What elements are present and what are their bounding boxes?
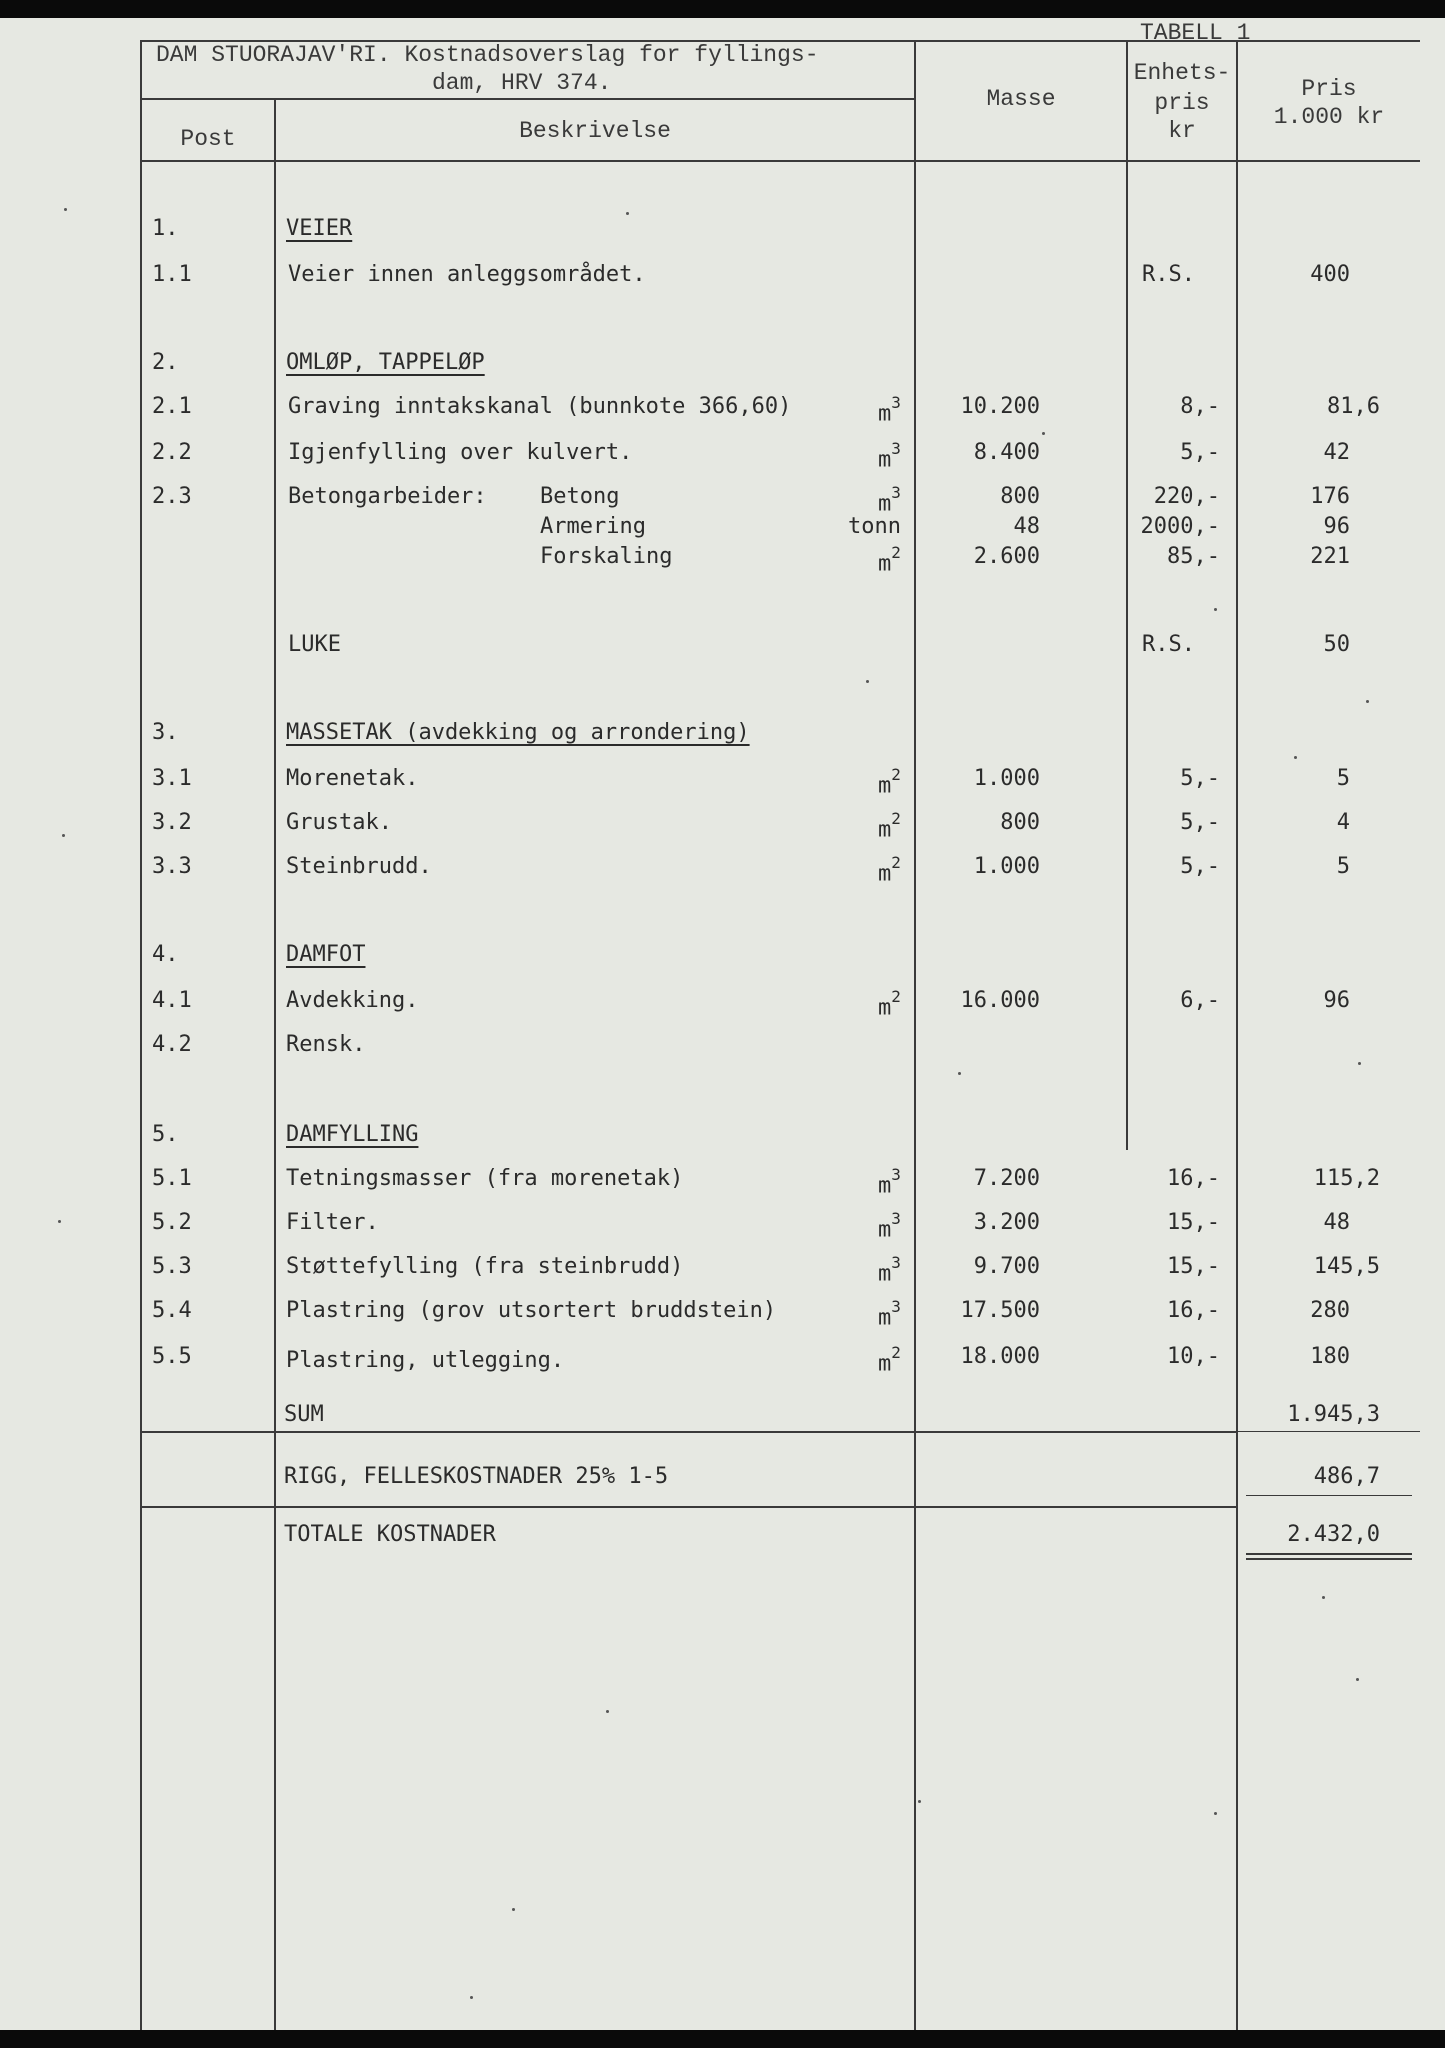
unit-price: 5,- [1180,766,1220,791]
description: Rensk. [286,1032,366,1057]
unit-price: 15,- [1167,1210,1220,1235]
unit-price: 6,- [1180,988,1220,1013]
masse: 800 [1000,810,1040,835]
description: Grustak. [286,810,392,835]
unit: $m^2$ [878,853,901,887]
description: Tetningsmasser (fra morenetak) [286,1166,684,1191]
col-header-post: Post [180,126,236,152]
total-label: TOTALE KOSTNADER [284,1522,496,1547]
price: 50 [1323,632,1350,657]
unit: $m^3$ [878,1209,901,1243]
description: Veier innen anleggsområdet. [288,262,646,287]
document-title: DAM STUORAJAV'RI. Kostnadsoverslag for fyllings- [156,42,819,68]
post: 3.1 [152,766,192,791]
table-label: TABELL 1 [1140,20,1251,46]
post: 1.1 [152,262,192,287]
price: 4 [1336,810,1350,835]
col-header-masse: Masse [986,86,1056,112]
unit-price: 8,- [1180,394,1220,419]
price: 96 [1323,514,1350,539]
scan-bottom-border [0,2030,1445,2048]
sub-description: Armering [540,514,646,539]
post: 4. [152,942,179,967]
sub-description: Betong [540,484,620,509]
unit-price: 2000,- [1140,514,1220,539]
masse: 9.700 [973,1254,1040,1279]
unit-price: 5,- [1180,810,1220,835]
price: 5 [1336,766,1350,791]
post: 3.2 [152,810,192,835]
post: 5.3 [152,1254,192,1279]
price: 81,6 [1327,394,1380,419]
masse: 1.000 [973,854,1040,879]
description: Støttefylling (fra steinbrudd) [286,1254,684,1279]
post: 5. [152,1122,179,1147]
unit-price: R.S. [1142,632,1195,657]
post: 5.5 [152,1344,192,1369]
masse: 10.200 [960,394,1040,419]
price: 176 [1310,484,1350,509]
unit: $m^3$ [878,1253,901,1287]
post: 1. [152,216,179,241]
price: 5 [1336,854,1350,879]
description: Avdekking. [286,988,419,1013]
document-subtitle: dam, HRV 374. [432,70,612,96]
section-heading: VEIER [286,216,353,241]
sum-value: 1.945,3 [1287,1402,1380,1427]
unit-price: R.S. [1142,262,1195,287]
masse: 8.400 [973,440,1040,465]
sub-description: Forskaling [540,544,673,569]
post: 5.2 [152,1210,192,1235]
unit: tonn [848,514,901,539]
post: 2.3 [152,484,192,509]
description: LUKE [288,632,341,657]
masse: 800 [1000,484,1040,509]
section-heading: DAMFYLLING [286,1122,419,1147]
description: Plastring, utlegging. [286,1348,565,1373]
section-heading: MASSETAK (avdekking og arrondering) [286,720,750,745]
post: 5.1 [152,1166,192,1191]
post: 3.3 [152,854,192,879]
price: 145,5 [1313,1254,1380,1279]
unit: $m^2$ [878,765,901,799]
unit-price: 85,- [1167,544,1220,569]
unit: $m^3$ [878,393,901,427]
post: 2.1 [152,394,192,419]
description: Igjenfylling over kulvert. [288,440,633,465]
unit: $m^3$ [878,439,901,473]
post: 2.2 [152,440,192,465]
unit-price: 5,- [1180,854,1220,879]
total-value: 2.432,0 [1287,1522,1380,1547]
description: Steinbrudd. [286,854,432,879]
rigg-label: RIGG, FELLESKOSTNADER 25% 1-5 [284,1464,669,1489]
post: 4.2 [152,1032,192,1057]
price: 48 [1323,1210,1350,1235]
unit: $m^2$ [878,1343,901,1377]
unit-price: 220,- [1153,484,1220,509]
unit-price: 16,- [1167,1166,1220,1191]
unit: $m^3$ [878,483,901,517]
sum-label: SUM [284,1402,324,1427]
post: 4.1 [152,988,192,1013]
masse: 7.200 [973,1166,1040,1191]
scan-top-border [0,0,1445,18]
unit: $m^2$ [878,809,901,843]
masse: 48 [1013,514,1040,539]
unit-price: 16,- [1167,1298,1220,1323]
unit-price: 15,- [1167,1254,1220,1279]
masse: 18.000 [960,1344,1040,1369]
col-header-beskrivelse: Beskrivelse [519,118,671,144]
description: Morenetak. [286,766,419,791]
masse: 1.000 [973,766,1040,791]
price: 42 [1323,440,1350,465]
post: 3. [152,720,179,745]
unit: $m^3$ [878,1297,901,1331]
description: Graving inntakskanal (bunnkote 366,60) [288,394,792,419]
price: 180 [1310,1344,1350,1369]
masse: 16.000 [960,988,1040,1013]
masse: 3.200 [973,1210,1040,1235]
post: 5.4 [152,1298,192,1323]
unit: $m^2$ [878,987,901,1021]
masse: 17.500 [960,1298,1040,1323]
price: 280 [1310,1298,1350,1323]
masse: 2.600 [973,544,1040,569]
description: Filter. [286,1210,379,1235]
price: 115,2 [1313,1166,1380,1191]
rigg-value: 486,7 [1313,1464,1380,1489]
section-heading: DAMFOT [286,942,366,967]
description: Betongarbeider: [288,484,487,509]
section-heading: OMLØP, TAPPELØP [286,350,485,375]
description: Plastring (grov utsortert bruddstein) [286,1298,777,1323]
price: 96 [1323,988,1350,1013]
unit: $m^2$ [878,543,901,577]
price: 221 [1310,544,1350,569]
unit-price: 10,- [1167,1344,1220,1369]
unit: $m^3$ [878,1165,901,1199]
post: 2. [152,350,179,375]
price: 400 [1310,262,1350,287]
unit-price: 5,- [1180,440,1220,465]
